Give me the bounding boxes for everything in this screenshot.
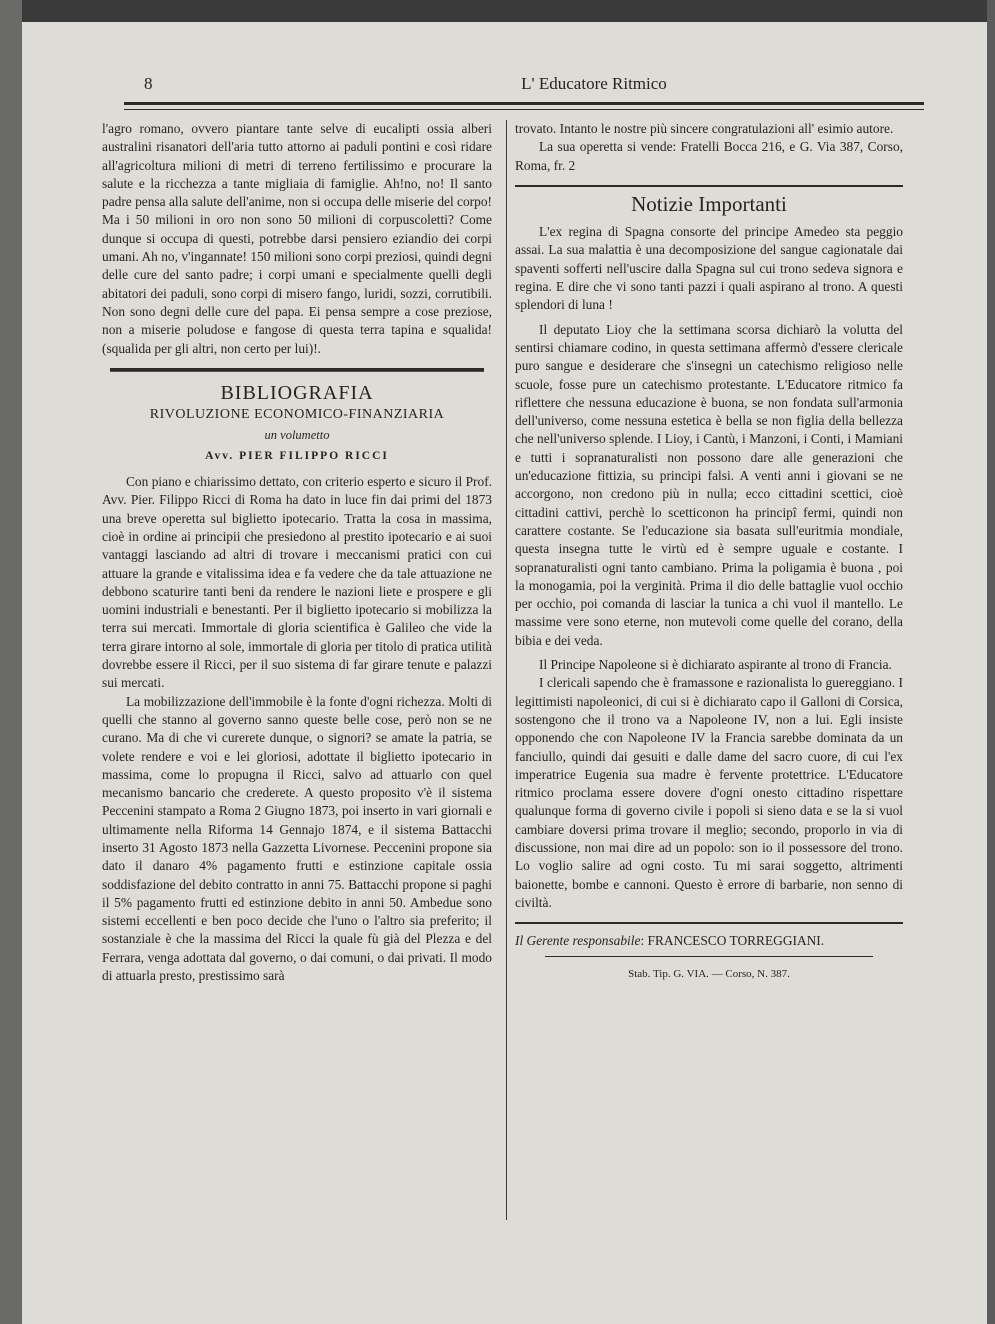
section-rule	[515, 922, 903, 924]
bibliografia-heading: BIBLIOGRAFIA	[220, 381, 374, 404]
header-rule	[124, 102, 924, 110]
printer-credit: Stab. Tip. G. VIA. — Corso, N. 387.	[628, 968, 790, 981]
paragraph-trovato: trovato. Intanto le nostre più sincere congratulazioni all' esimio autore.	[515, 121, 894, 136]
page-number: 8	[144, 74, 153, 93]
footer-rule	[545, 956, 873, 957]
bibliografia-small: un volumetto	[264, 428, 330, 443]
page-header	[144, 74, 924, 104]
scan-edge-left	[0, 0, 22, 1324]
bibliografia-subtitle: RIVOLUZIONE ECONOMICO-FINANZIARIA	[149, 407, 445, 423]
left-column	[102, 120, 492, 985]
right-column	[515, 120, 903, 984]
paragraph-operetta: La sua operetta si vende: Fratelli Bocca 216, e G. Via 387, Corso, Roma, fr. 2	[515, 139, 903, 173]
section-rule	[515, 185, 903, 187]
paragraph-lioy: Il deputato Lioy che la settimana scorsa dichiarò la volutta del sentirsi chiamare codino, in questa settimana affermò d'essere clericale puro sangue e desiderare che s'insegni un catechismo religioso nelle scuole, fosse pure un catechismo protestante. L'Educatore ritmico fa riflettere che nessuna educazione è buona, se non fondata sull'armonia dell'universo, come nessuna estetica è bella se non figlia della bellezza che nell'universo splende. I Lioy, i Cantù, i Manzoni, i Conti, i Mamiani e tutti i sopranaturalisti non possono dare alle generazioni che un'educazione fittizia, su principi falsi. A venti anni i giovani se ne accorgono, non credono più in nulla; ecco cittadini scettici, cioè cittadini cattivi, perchè lo scetticonon ha principî fermi, quindi non carattere costante. Se l'educazione sia basata sull'euritmia mondiale, questa insegna tutte le virtù ed è sempre uguale e costante. I sopranaturalisti ogni tanto cambiano. Prima la poligamia è buona , poi la monogamia, poi la verginità. Prima il dio delle battaglie vuol occhio per occhio, poi comanda di lasciar la tunica a chi vuol il mantello. Le massime vere sono eterne, non mutevoli come quelle del corano, della bibia e dei veda.	[515, 321, 903, 648]
signature-line	[515, 932, 903, 950]
paragraph-regina: L'ex regina di Spagna consorte del principe Amedeo sta peggio assai. La sua malattia è una decomposizione del sangue cagionatale dai spaventi sofferti nell'uscire dalla Spagna sul cui trono sedeva signora e regina. E dire che vi sono tanti pazzi i quali aspirano al trono. A questi splendori di luna !	[515, 224, 903, 313]
section-rule	[110, 368, 484, 372]
paragraph-biglietto: Con piano e chiarissimo dettato, con criterio esperto e sicuro il Prof. Avv. Pier. Filippo Ricci di Roma ha dato in luce fin dai primi del 1873 una breve operetta sul biglietto ipotecario. Tratta la cosa in massima, cioè in ordine ai principii che presiedono al prestito ipotecario e ai suoi vantaggi lasciando ad altri di trovare i meccanismi pratici con cui attuare la grande e vitalissima idea e fa vedere che da tale attuazione ne debbono scaturire tanti beni da rendere le nazioni liete e prospere e gli uomini industriali e benestanti. Per il biglietto ipotecario si mobilizza la terra sui mercati. Immortale di gloria scientifica è Galileo che vide la terra girare intorno al sole, immortale di gloria per titolo di pratica utilità dovrebbe essere il Ricci, per il suo sistema di far girare tenute e palazzi sui mercati.	[102, 474, 492, 691]
paragraph-mobilizzazione: La mobilizzazione dell'immobile è la fonte d'ogni richezza. Molti di quelli che stanno al governo sanno queste belle cose, però non se ne curano. Ma di che vi curerete dunque, o signori? se amate la patria, se volete rendere e voi e lei gloriosi, adottate il biglietto ipotecario in massima, come lo propugna il Ricci, salvo ad attuarlo con quel mecanismo bancario che crederete. A questo proposito v'è il sistema Peccenini stampato a Roma 2 Giugno 1873, poi inserto in vari giornali e ultimamente nella Riforma 14 Gennajo 1874, e il sistema Battacchi inserto 31 Agosto 1873 nella Gazzetta Livornese. Peccenini propone sia dato il danaro 4% pagamento frutti e estinzione capitale ossia soddisfazione del debito contratto in anni 75. Battacchi propone si paghi il 5% pagamento frutti ed estinzione debito in anni 50. Ambedue sono sistemi eccellenti e ben poco decide che l'uno o l'altro sia preferito; il sostanziale è che la massima del Ricci la quale fù già del Plezza e del Ferrara, venga adottata dal governo, o dai comuni, o dai privati. Il modo di attuarla presto, prestissimo sarà	[102, 693, 492, 984]
signature-label: Il Gerente responsabile	[515, 933, 641, 949]
signature-name: : FRANCESCO TORREGGIANI.	[640, 933, 825, 949]
bibliografia-author: Avv. PIER FILIPPO RICCI	[205, 449, 389, 462]
column-divider	[506, 120, 507, 1220]
paragraph-napoleone: Il Principe Napoleone si è dichiarato aspirante al trono di Francia.	[539, 657, 892, 673]
scan-edge-right	[987, 0, 995, 1324]
paragraph-clericali: I clericali sapendo che è framassone e razionalista lo guereggiano. I legittimisti napoleonici, di cui si è dichiarato capo il Galloni di Corsica, sostengono che il trono va a Napoleone IV, non a lui. Egli insiste opponendo che con Napoleone IV la Francia sarebbe dominata da un fanciullo, quindi dai gesuiti e dalle dame del sacro cuore, di cui l'ex imperatrice Eugenia sua madre è fervente protettrice. L'Educatore ritmico proclama essere dovere d'ogni onesto cittadino rispettare qualunque forma di governo civile i popoli si sieno data e se la si vuol cambiare doversi prima trovare il meglio; secondo, proporlo in via di discussione, non mai dire ad un popolo: son io il possessore del trono. Lo voglio salire ad ogni costo. Tu mi sarai soggetto, altrimenti baionette, bombe e cannoni. Questo è errore di barbarie, non senno di civiltà.	[515, 675, 903, 910]
notizie-heading: Notizie Importanti	[631, 191, 787, 216]
running-title: L' Educatore Ritmico	[521, 74, 667, 93]
scan-edge-top	[0, 0, 995, 22]
paragraph-agro-romano: l'agro romano, ovvero piantare tante selve di eucalipti ossia alberi australini risanatori dell'aria tutto attorno ai paduli pontini e così ridare all'agricoltura milioni di metri di terreno fertilissimo e procurare la salute e la ricchezza a tante migliaia di famiglie. Ah!no, no! Il santo padre pensa alla salute dell'anime, non si occupa delle miserie del corpo! Ma i 50 milioni in oro non sono 50 milioni di corpuscoletti? Come dunque si occupa di questi, potrebbe darsi pensiero eziandio dei corpi umani. Ah no, v'ingannate! 150 milioni sono corpi preziosi, quindi degni delle cure del santo padre; i corpi umani e specialmente quelli degli abitatori dei paduli, sono corpi di misero fango, luridi, sozzi, corrutibili. Non sono degni delle cure del papa. Ei pensa sempre a cose preziose, non a miserie poludose e fangose di questa terra tapina e squalida! (squalida per gli altri, non certo per lui)!.	[102, 121, 492, 356]
